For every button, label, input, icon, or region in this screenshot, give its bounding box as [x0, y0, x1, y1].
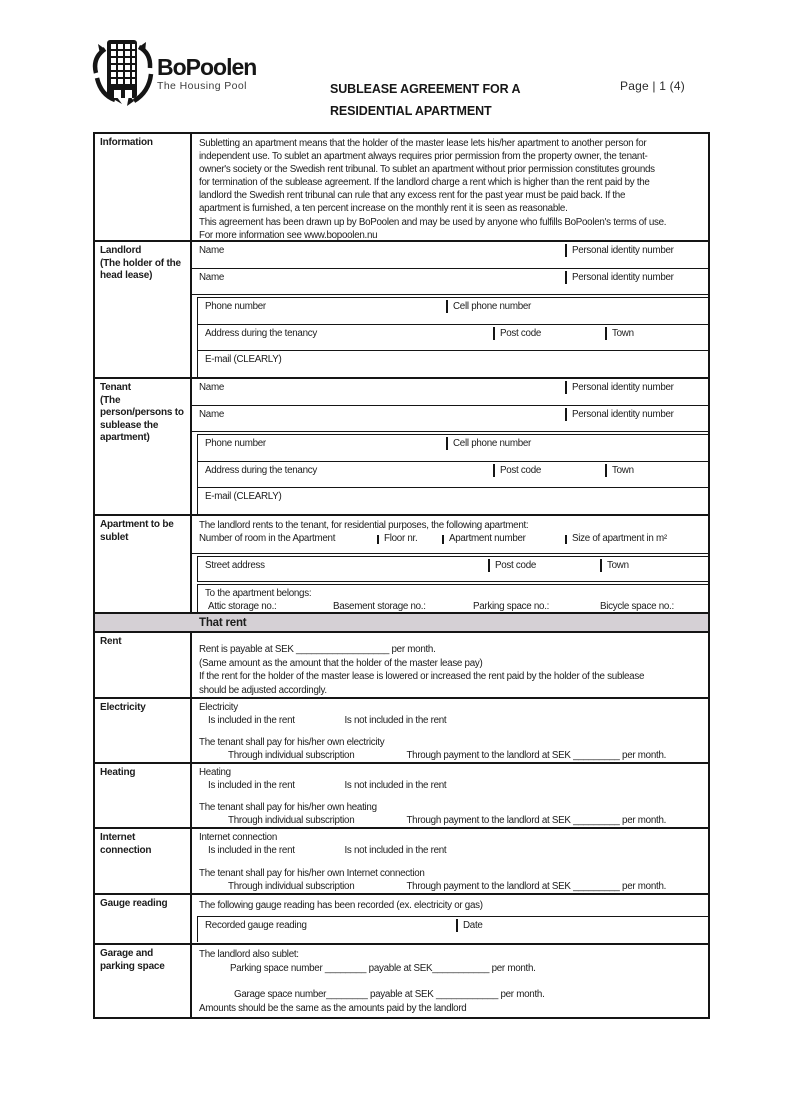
heating-pay-landlord-option[interactable]: Through payment to the landlord at SEK _________ per month.	[406, 815, 667, 826]
landlord-email-field[interactable]: E-mail (CLEARLY)	[205, 354, 282, 366]
section-gauge	[95, 893, 708, 943]
sublease-form-table	[93, 132, 710, 1019]
gauge-record-row	[197, 916, 708, 942]
internet-pay-line: The tenant shall pay for his/her own Internet connection	[199, 868, 425, 879]
section-apartment	[95, 514, 708, 612]
landlord-name-row-2	[192, 269, 708, 296]
electricity-pay-line: The tenant shall pay for his/her own electricity	[199, 737, 385, 748]
section-label-gauge: Gauge reading	[95, 895, 192, 943]
tenant-name-row-2	[192, 406, 708, 433]
section-tenant	[95, 377, 708, 514]
landlord-address-row	[197, 325, 708, 352]
gauge-date-field[interactable]: Date	[456, 917, 708, 942]
document-title-line1: SUBLEASE AGREEMENT FOR A	[330, 82, 521, 96]
tenant-town-field[interactable]: Town	[605, 462, 708, 488]
landlord-name-row-1	[192, 242, 708, 269]
tenant-pin2-field[interactable]: Personal identity number	[565, 406, 708, 432]
document-title	[330, 78, 520, 122]
section-rent	[95, 631, 708, 697]
landlord-name-field[interactable]: Name	[199, 245, 225, 256]
landlord-name2-field[interactable]: Name	[199, 271, 225, 283]
heating-subscription-option[interactable]: Through individual subscription	[228, 815, 355, 826]
apartment-intro: The landlord rents to the tenant, for residential purposes, the following apartment:	[199, 520, 529, 531]
landlord-town-field[interactable]: Town	[605, 325, 708, 351]
tenant-phone-field[interactable]: Phone number	[205, 438, 266, 450]
building-icon	[90, 38, 154, 108]
heating-included-option[interactable]: Is included in the rent	[208, 780, 295, 791]
info-line: independent use. To sublet an apartment always requires prior permission from the property owner, the tenant-	[199, 151, 648, 163]
page-number: Page | 1 (4)	[620, 79, 685, 93]
heating-pay-line: The tenant shall pay for his/her own heating	[199, 802, 377, 813]
information-text	[192, 134, 708, 240]
band-title: That rent	[199, 617, 247, 629]
info-line: This agreement has been drawn up by BoPoolen and may be used by anyone who fulfills BoPoolen's terms of use.	[199, 216, 667, 228]
tenant-postcode-field[interactable]: Post code	[493, 462, 605, 488]
internet-not-included-option[interactable]: Is not included in the rent	[344, 845, 447, 856]
rent-note-line: (Same amount as the amount that the holder of the master lease pay)	[199, 657, 483, 669]
rent-adjust-line-2: should be adjusted accordingly.	[199, 684, 327, 696]
section-electricity	[95, 697, 708, 762]
apartment-street-row	[197, 556, 708, 582]
section-garage	[95, 943, 708, 1017]
parking-space-field[interactable]: Parking space no.:	[473, 601, 550, 612]
apartment-floor-field[interactable]: Floor nr.	[377, 533, 442, 544]
garage-space-line[interactable]: Garage space number________ payable at SEK ____________ per month.	[234, 989, 545, 1000]
apartment-town-field[interactable]: Town	[600, 557, 708, 581]
band-that-rent	[95, 612, 708, 631]
info-line: For more information see www.bopoolen.nu	[199, 229, 378, 241]
landlord-postcode-field[interactable]: Post code	[493, 325, 605, 351]
landlord-label-title: Landlord	[100, 245, 142, 256]
landlord-phone-field[interactable]: Phone number	[205, 301, 266, 313]
section-label-heating: Heating	[95, 764, 192, 827]
rent-adjust-line-1: If the rent for the holder of the master lease is lowered or increased the rent paid by the holder of the sublease	[199, 671, 645, 682]
info-line: landlord the Swedish rent tribunal can rule that any excess rent for the past year must be paid back. If the	[199, 190, 626, 202]
garage-note: Amounts should be the same as the amounts paid by the landlord	[199, 1002, 467, 1014]
landlord-email-row	[197, 351, 708, 377]
tenant-name-row-1	[192, 379, 708, 406]
info-line: apartment is furnished, a ten percent increase on the monthly rent it is seen as reasonable.	[199, 203, 568, 215]
section-label-rent: Rent	[95, 633, 192, 697]
section-label-tenant	[95, 379, 192, 514]
info-line: owner's society or the Swedish rent tribunal. To sublet an apartment without prior permission constitutes grounds	[199, 164, 655, 176]
electricity-included-option[interactable]: Is included in the rent	[208, 715, 295, 726]
electricity-subscription-option[interactable]: Through individual subscription	[228, 750, 355, 761]
info-line: for termination of the sublease agreement. If the landlord charge a rent which is higher than the rent paid by the	[199, 177, 650, 189]
attic-storage-field[interactable]: Attic storage no.:	[208, 601, 277, 612]
section-landlord	[95, 240, 708, 377]
apartment-details-row	[192, 516, 708, 554]
section-label-landlord	[95, 242, 192, 377]
tenant-name-field[interactable]: Name	[199, 382, 225, 393]
tenant-name2-field[interactable]: Name	[199, 408, 225, 420]
section-label-electricity: Electricity	[95, 699, 192, 762]
internet-pay-landlord-option[interactable]: Through payment to the landlord at SEK _________ per month.	[406, 881, 667, 892]
apartment-postcode-field[interactable]: Post code	[488, 557, 600, 581]
tenant-label-title: Tenant	[100, 382, 131, 393]
logo-name: BoPoolen	[157, 53, 257, 80]
rent-amount-line[interactable]: Rent is payable at SEK __________________ per month.	[199, 644, 436, 655]
electricity-pay-landlord-option[interactable]: Through payment to the landlord at SEK _________ per month.	[406, 750, 667, 761]
garage-intro: The landlord also sublet:	[199, 949, 299, 960]
gauge-intro: The following gauge reading has been recorded (ex. electricity or gas)	[199, 900, 483, 911]
electricity-not-included-option[interactable]: Is not included in the rent	[344, 715, 447, 726]
belongs-intro: To the apartment belongs:	[205, 587, 312, 599]
tenant-phone-row	[197, 434, 708, 462]
tenant-address-row	[197, 462, 708, 489]
tenant-email-row	[197, 488, 708, 514]
garage-parking-line[interactable]: Parking space number ________ payable at SEK___________ per month.	[230, 962, 536, 974]
apartment-rooms-field[interactable]: Number of room in the Apartment	[199, 533, 336, 545]
section-internet	[95, 827, 708, 893]
landlord-pin-field[interactable]: Personal identity number	[565, 242, 708, 268]
info-line: Subletting an apartment means that the holder of the master lease lets his/her apartment to another person for	[199, 138, 647, 149]
tenant-pin-field[interactable]: Personal identity number	[565, 379, 708, 405]
basement-storage-field[interactable]: Basement storage no.:	[333, 601, 426, 612]
section-label-apartment: Apartment to be sublet	[95, 516, 192, 612]
section-label-internet: Internet connection	[95, 829, 192, 893]
tenant-email-field[interactable]: E-mail (CLEARLY)	[205, 491, 282, 503]
bopoolen-logo	[90, 38, 256, 108]
logo-tagline: The Housing Pool	[157, 79, 247, 92]
apartment-size-field[interactable]: Size of apartment in m²	[565, 533, 708, 544]
section-heating	[95, 762, 708, 827]
document-title-line2: RESIDENTIAL APARTMENT	[330, 104, 492, 118]
landlord-address-field[interactable]: Address during the tenancy	[205, 327, 317, 339]
internet-included-option[interactable]: Is included in the rent	[208, 845, 295, 856]
landlord-cell-field[interactable]: Cell phone number	[446, 298, 708, 324]
heating-title: Heating	[199, 767, 231, 778]
apartment-street-field[interactable]: Street address	[205, 559, 265, 571]
internet-subscription-option[interactable]: Through individual subscription	[228, 881, 355, 892]
apartment-belongs-row	[197, 584, 708, 612]
landlord-pin2-field[interactable]: Personal identity number	[565, 269, 708, 295]
internet-title: Internet connection	[199, 832, 278, 843]
tenant-address-field[interactable]: Address during the tenancy	[205, 464, 317, 476]
apartment-number-field[interactable]: Apartment number	[442, 533, 565, 544]
bicycle-space-field[interactable]: Bicycle space no.:	[600, 601, 674, 612]
landlord-label-sub: (The holder of the head lease)	[100, 257, 181, 281]
section-information	[95, 134, 708, 240]
section-label-garage: Garage and parking space	[95, 945, 192, 1017]
section-label-information: Information	[95, 134, 192, 240]
heating-not-included-option[interactable]: Is not included in the rent	[344, 780, 447, 791]
tenant-label-sub: (The person/persons to sublease the apartment)	[100, 394, 184, 443]
electricity-title: Electricity	[199, 702, 238, 713]
landlord-phone-row	[197, 297, 708, 325]
tenant-cell-field[interactable]: Cell phone number	[446, 435, 708, 461]
gauge-recorded-field[interactable]: Recorded gauge reading	[205, 920, 307, 931]
